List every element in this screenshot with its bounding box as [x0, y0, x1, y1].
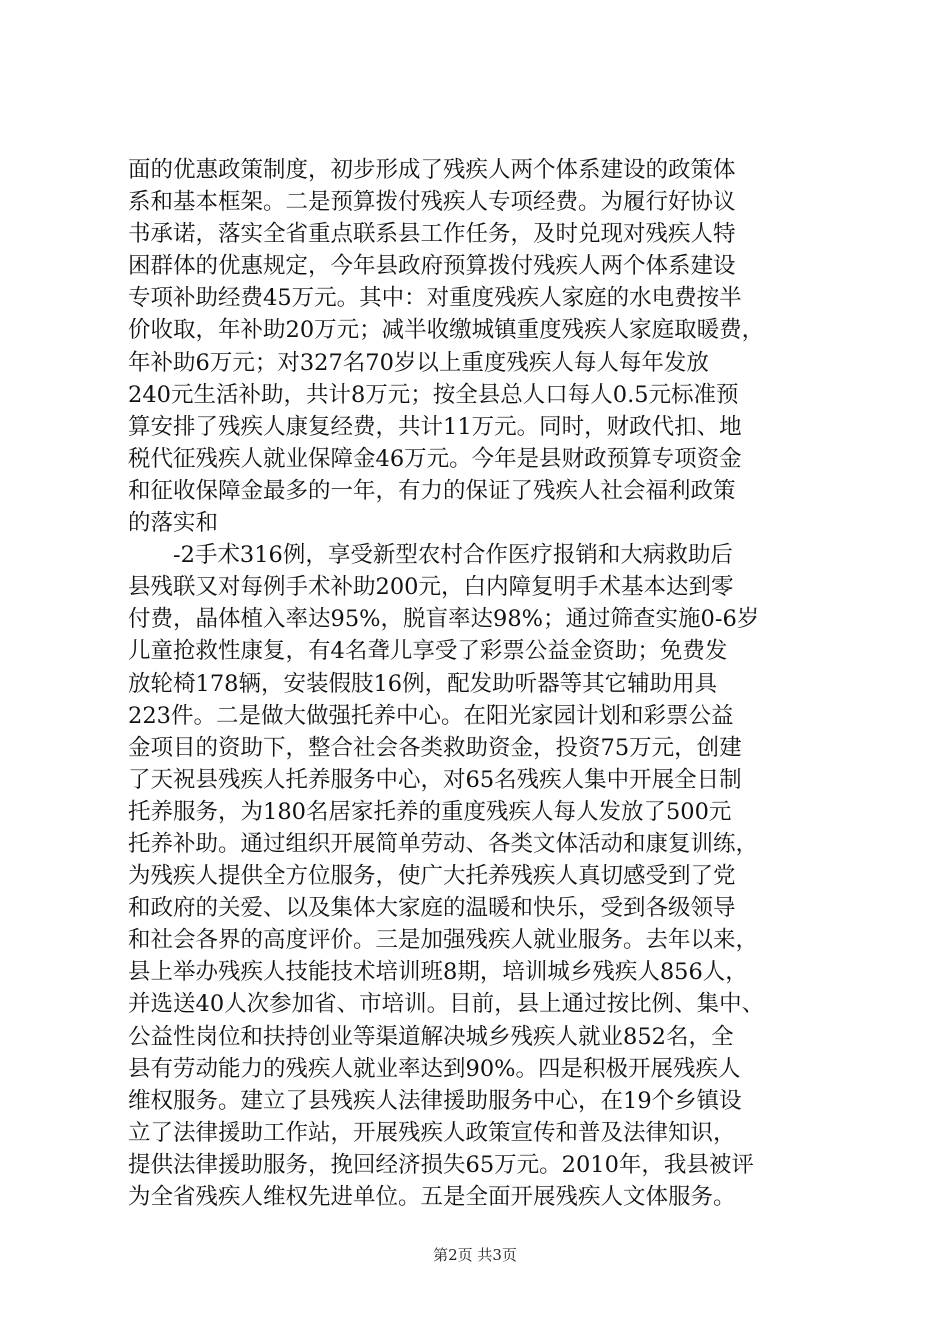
text-line: 和征收保障金最多的一年，有力的保证了残疾人社会福利政策 [128, 477, 736, 504]
text-line: 240元生活补助，共计8万元；按全县总人口每人0.5元标准预 [128, 381, 739, 408]
text-line: 算安排了残疾人康复经费，共计11万元。同时，财政代扣、地 [128, 413, 742, 440]
text-line: 223件。二是做大做强托养中心。在阳光家园计划和彩票公益 [128, 702, 734, 729]
text-line: 面的优惠政策制度，初步形成了残疾人两个体系建设的政策体 [128, 157, 736, 183]
paragraph-start-line: -2手术316例，享受新型农村合作医疗报销和大病救助后 [173, 542, 733, 569]
text-line: 系和基本框架。二是预算拨付残疾人专项经费。为履行好协议 [128, 189, 736, 216]
text-line: 儿童抢救性康复，有4名聋儿享受了彩票公益金资助；免费发 [128, 638, 728, 665]
text-line: 了天祝县残疾人托养服务中心，对65名残疾人集中开展全日制 [128, 766, 742, 793]
text-line: 县残联又对每例手术补助200元，白内障复明手术基本达到零 [128, 574, 734, 601]
text-line: 为全省残疾人维权先进单位。五是全面开展残疾人文体服务。 [128, 1184, 736, 1210]
text-line: 年补助6万元；对327名70岁以上重度残疾人每人每年发放 [128, 349, 709, 376]
text-line: 立了法律援助工作站，开展残疾人政策宣传和普及法律知识， [128, 1119, 736, 1146]
text-line: 价收取，年补助20万元；减半收缴城镇重度残疾人家庭取暖费， [128, 317, 765, 344]
text-line: 县有劳动能力的残疾人就业率达到90%。四是积极开展残疾人 [128, 1055, 741, 1082]
text-line: 提供法律援助服务，挽回经济损失65万元。2010年，我县被评 [128, 1151, 754, 1178]
document-body [128, 154, 828, 1213]
text-line: 托养补助。通过组织开展简单劳动、各类文体活动和康复训练， [128, 830, 759, 857]
text-line: 放轮椅178辆，安装假肢16例，配发助听器等其它辅助用具 [128, 670, 718, 697]
text-line: 税代征残疾人就业保障金46万元。今年是县财政预算专项资金 [128, 445, 742, 472]
text-line: 和社会各界的高度评价。三是加强残疾人就业服务。去年以来， [128, 927, 759, 954]
page-number: 第2页 共3页 [433, 1246, 517, 1264]
text-line: 并选送40人次参加省、市培训。目前，县上通过按比例、集中、 [128, 991, 765, 1018]
text-line: 和政府的关爱、以及集体大家庭的温暖和快乐，受到各级领导 [128, 895, 736, 922]
text-line: 付费，晶体植入率达95%，脱盲率达98%；通过筛查实施0-6岁 [128, 606, 760, 633]
text-line: 金项目的资助下，整合社会各类救助资金，投资75万元，创建 [128, 734, 742, 761]
text-line: 托养服务，为180名居家托养的重度残疾人每人发放了500元 [128, 798, 732, 825]
text-line: 公益性岗位和扶持创业等渠道解决城乡残疾人就业852名，全 [128, 1023, 734, 1050]
text-line: 书承诺，落实全省重点联系县工作任务，及时兑现对残疾人特 [128, 221, 736, 248]
text-line: 困群体的优惠规定，今年县政府预算拨付残疾人两个体系建设 [128, 253, 736, 280]
text-line: 专项补助经费45万元。其中：对重度残疾人家庭的水电费按半 [128, 285, 742, 312]
text-line: 县上举办残疾人技能技术培训班8期，培训城乡残疾人856人， [128, 959, 748, 986]
text-line: 的落实和 [128, 510, 219, 537]
text-line: 为残疾人提供全方位服务，使广大托养残疾人真切感受到了党 [128, 863, 736, 890]
text-line: 维权服务。建立了县残疾人法律援助服务中心，在19个乡镇设 [128, 1087, 742, 1114]
